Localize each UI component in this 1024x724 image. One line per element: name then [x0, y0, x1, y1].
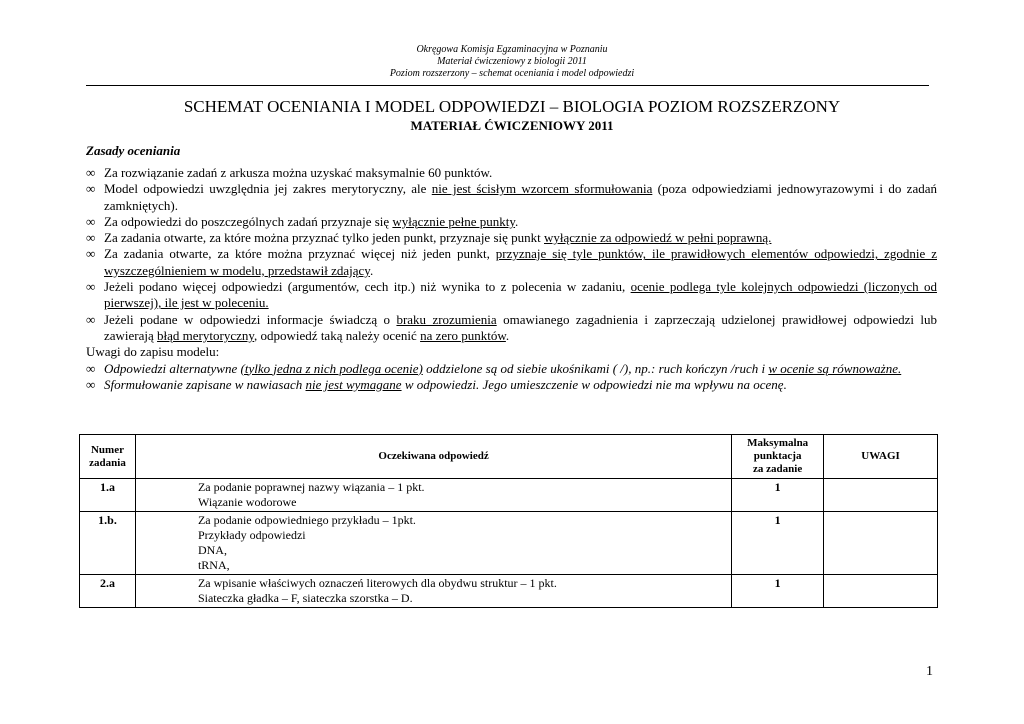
note-item	[86, 361, 937, 377]
expected-answer	[135, 512, 731, 575]
table-row	[80, 575, 938, 608]
infinity-bullet-icon: ∞	[86, 311, 96, 327]
notes-heading: Uwagi do zapisu modelu:	[86, 344, 220, 360]
header-number-line: Numer	[90, 443, 124, 456]
rule-item	[86, 181, 937, 214]
text-segment: .	[369, 262, 374, 278]
max-points: 1	[732, 479, 824, 512]
text-segment: Jeżeli podane w odpowiedzi informacje świadczą o	[104, 311, 397, 327]
text-segment: , odpowiedź taką należy ocenić	[254, 327, 421, 343]
answer-line: tRNA,	[197, 558, 230, 572]
infinity-bullet-icon: ∞	[86, 181, 96, 197]
page-number: 1	[926, 664, 933, 679]
text-segment: (tylko jedna z nich podlega ocenie)	[240, 360, 423, 376]
expected-answer	[135, 575, 731, 608]
text-segment: Za odpowiedzi do poszczególnych zadań przyznaje się	[104, 213, 393, 229]
header-expected: Oczekiwana odpowiedź	[135, 435, 731, 479]
answers-body	[80, 479, 938, 608]
header-points-line: za zadanie	[753, 463, 803, 475]
remarks-cell	[824, 575, 938, 608]
text-segment: Jeżeli podano więcej odpowiedzi (argumentów, cech itp.) niż wynika to z polecenia w zadaniu,	[104, 279, 631, 295]
text-segment: Za zadania otwarte, za które można przyznać tylko jeden punkt, przyznaje się punkt	[104, 230, 545, 246]
header-points	[732, 435, 824, 479]
remarks-cell	[824, 479, 938, 512]
max-points: 1	[732, 575, 824, 608]
text-segment: ocenie podlega tyle kolejnych odpowiedzi (liczonych od pierwszej), ile jest w poleceniu.	[104, 279, 937, 311]
text-segment: Model odpowiedzi uwzględnia jej zakres merytoryczny, ale	[104, 181, 432, 197]
task-number: 1.a	[80, 479, 136, 512]
answers-table	[79, 434, 938, 608]
header-level: Poziom rozszerzony – schemat oceniania i model odpowiedzi	[389, 68, 635, 79]
text-segment: Odpowiedzi alternatywne	[104, 360, 241, 376]
infinity-bullet-icon: ∞	[86, 230, 96, 246]
text-segment: oddzielone są od siebie ukośnikami ( /), np.: ruch kończyn /ruch i	[422, 360, 769, 376]
rule-item	[86, 246, 937, 279]
page-title: SCHEMAT OCENIANIA I MODEL ODPOWIEDZI – BIOLOGIA POZIOM ROZSZERZONY	[183, 97, 841, 116]
table-header-row	[80, 435, 938, 479]
text-segment: nie jest wymagane	[305, 376, 402, 392]
text-segment: na zero punktów	[420, 327, 506, 343]
text-segment: wyłącznie za odpowiedź w pełni poprawną.	[544, 230, 772, 246]
text-segment: przyznaje się tyle punktów, ile prawidłowych elementów odpowiedzi, zgodnie z wyszczególnieniem w modelu,	[104, 246, 937, 278]
answer-line: Przykłady odpowiedzi	[197, 528, 306, 542]
note-item	[86, 377, 937, 393]
notes-list	[86, 361, 937, 394]
text-segment: omawianego zagadnienia i zaprzeczają udzielonej prawidłowej odpowiedzi lub zawierają	[104, 311, 937, 343]
text-segment: Za zadania otwarte, za które można przyznać więcej niż jeden punkt,	[104, 246, 496, 262]
text-segment: błąd merytoryczny	[157, 327, 255, 343]
header-number-line: zadania	[89, 456, 126, 469]
rule-item	[86, 312, 937, 345]
remarks-cell	[824, 512, 938, 575]
answer-line: Siateczka gładka – F, siateczka szorstka – D.	[197, 591, 413, 605]
text-segment: .	[505, 327, 510, 343]
header-material: Materiał ćwiczeniowy z biologii 2011	[437, 56, 587, 67]
rules-list	[86, 165, 937, 344]
header-remarks: UWAGI	[824, 435, 938, 479]
answer-line: DNA,	[197, 543, 227, 557]
table-row	[80, 479, 938, 512]
text-segment: nie jest ścisłym wzorcem sformułowania	[431, 181, 653, 197]
rule-item	[86, 230, 937, 246]
answer-line: Za podanie poprawnej nazwy wiązania – 1 pkt.	[197, 480, 425, 494]
task-number: 1.b.	[80, 512, 136, 575]
text-segment: (poza odpowiedziami jednowyrazowymi i do zadań zamkniętych).	[104, 181, 937, 213]
text-segment: w ocenie są równoważne.	[768, 360, 902, 376]
rule-item	[86, 279, 937, 312]
rule-item	[86, 214, 937, 230]
infinity-bullet-icon: ∞	[86, 360, 96, 376]
answer-line: Za podanie odpowiedniego przykładu – 1pkt.	[197, 513, 416, 527]
text-segment: przedstawił zdający	[267, 262, 370, 278]
rule-item	[86, 165, 937, 181]
text-segment: braku zrozumienia	[396, 311, 497, 327]
infinity-bullet-icon: ∞	[86, 213, 96, 229]
text-segment: .	[515, 213, 519, 229]
infinity-bullet-icon: ∞	[86, 279, 96, 295]
expected-answer	[135, 479, 731, 512]
table-row	[80, 512, 938, 575]
infinity-bullet-icon: ∞	[86, 246, 96, 262]
header-institution: Okręgowa Komisja Egzaminacyjna w Poznaniu	[416, 44, 608, 55]
answer-line: Za wpisanie właściwych oznaczeń literowych dla obydwu struktur – 1 pkt.	[197, 576, 557, 590]
header-number	[80, 435, 136, 479]
text-segment: Sformułowanie zapisane w nawiasach	[104, 376, 306, 392]
text-segment: wyłącznie pełne punkty	[392, 213, 516, 229]
text-segment: w odpowiedzi. Jego umieszczenie w odpowiedzi nie ma wpływu na ocenę.	[401, 376, 787, 392]
answer-line: Wiązanie wodorowe	[197, 495, 297, 509]
infinity-bullet-icon: ∞	[86, 376, 96, 392]
header-divider	[86, 85, 929, 86]
max-points: 1	[732, 512, 824, 575]
infinity-bullet-icon: ∞	[86, 165, 96, 180]
task-number: 2.a	[80, 575, 136, 608]
header-points-line: punktacja	[753, 450, 802, 462]
page-subtitle: MATERIAŁ ĆWICZENIOWY 2011	[410, 118, 614, 133]
rules-section	[86, 165, 937, 393]
rules-heading: Zasady oceniania	[86, 143, 181, 158]
text-segment: Za rozwiązanie zadań z arkusza można uzyskać maksymalnie 60 punktów.	[104, 165, 493, 180]
header-points-line: Maksymalna	[747, 437, 809, 449]
